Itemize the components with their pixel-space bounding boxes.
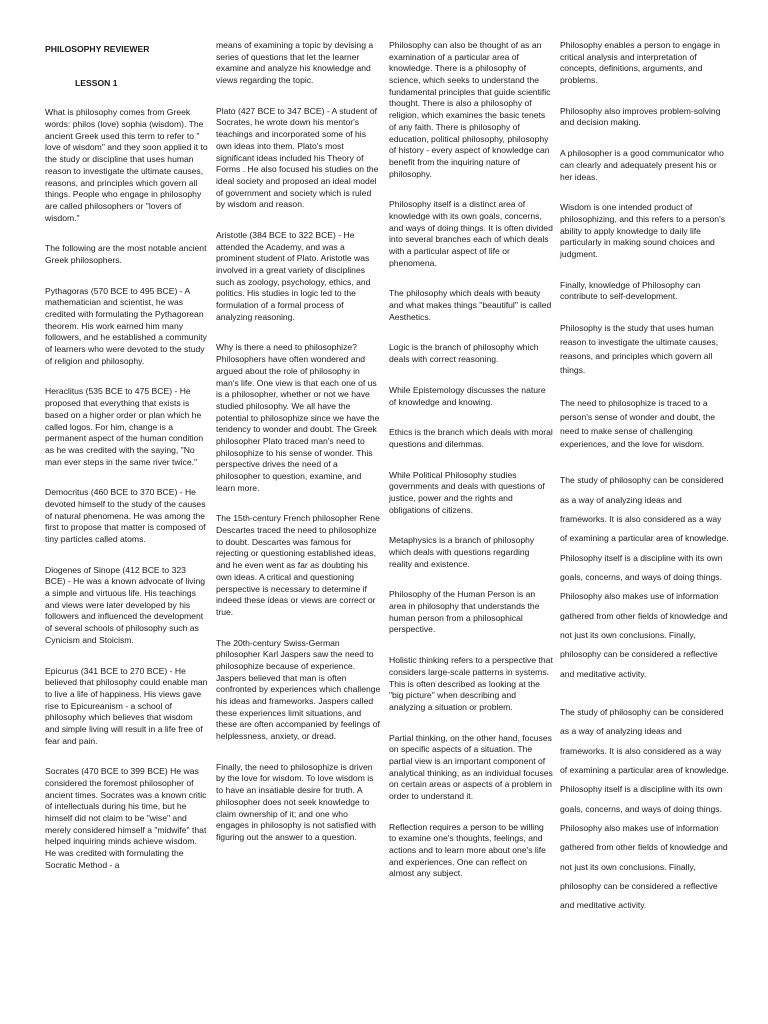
column-1 [45,40,208,891]
paragraph: means of examining a topic by devising a series of questions that let the learner examine and analyze his knowledge and views regarding the topic. [216,40,374,86]
paragraph: Aristotle (384 BCE to 322 BCE) - He attended the Academy, and was a prominent student of Plato. Aristotle was involved in a great variety of disciplines such as zoology, psychology, ethics, and politics. His studies in logic led to the formulation of a formal process of analyzing reasoning. [216,229,371,322]
lesson-heading: LESSON 1 [75,77,118,88]
paragraph: While Epistemology discusses the nature of knowledge and knowing. [389,384,546,407]
paragraph: Diogenes of Sinope (412 BCE to 323 BCE) - He was a known advocate of living a simple and virtuous life. His teachings and views were later developed by his followers and influenced the development of several schools of philosophy such as Cynicism and Stoicism. [45,564,206,645]
paragraph: Logic is the branch of philosophy which deals with correct reasoning. [389,342,539,365]
paragraph: Partial thinking, on the other hand, focuses on specific aspects of a situation. The partial view is an important component of analytical thinking, as an individual focuses on certain areas or aspects of a problem in order to understand it. [389,732,553,801]
paragraph: The study of philosophy can be considered as a way of analyzing ideas and frameworks. It is also considered as a way of examining a particular area of knowledge. Philosophy itself is a discipline with its own goals, concerns, and ways of doing things. Philosophy also makes use of information gathered from other fields of knowledge and not just its own conclusions. Finally, philosophy can be considered a reflective and meditative activity. [560,475,729,679]
column-4 [560,40,730,935]
paragraph: Epicurus (341 BCE to 270 BCE) - He believed that philosophy could enable man to live a life of happiness. His views gave rise to Epicureanism - a school of philosophy which believes that wisdom and simple living will result in a life free of fear and pain. [45,665,208,746]
document-page [40,40,744,1010]
paragraph: Plato (427 BCE to 347 BCE) - A student of Socrates, he wrote down his mentor's teachings and incorporated some of his own ideas into them. Plato's most significant ideas included his Theory of Forms . He also focused his studies on the ideal society and proposed an ideal model of government and society which is ruled by wisdom and reason. [216,105,379,210]
paragraph: The study of philosophy can be considered as a way of analyzing ideas and frameworks. It is also considered as a way of examining a particular area of knowledge. Philosophy itself is a discipline with its own goals, concerns, and ways of doing things. Philosophy also makes use of information gathered from other fields of knowledge and not just its own conclusions. Finally, philosophy can be considered a reflective and meditative activity. [560,706,729,911]
paragraph: The 15th-century French philosopher Rene Descartes traced the need to philosophize to doubt. Descartes was famous for rejecting or questioning established ideas, and he even went as far as doubting his own ideas. A critical and questioning perspective is necessary to determine if indeed these ideas or views are correct or true. [216,513,380,617]
column-3 [389,40,553,899]
paragraph: The following are the most notable ancient Greek philosophers. [45,243,207,265]
paragraph: Wisdom is one intended product of philosophizing, and this refers to a person's ability to apply knowledge to daily life particularly in making sound choices and judgment. [560,202,726,259]
paragraph: Finally, knowledge of Philosophy can contribute to self-development. [560,279,701,302]
paragraph: Metaphysics is a branch of philosophy which deals with questions regarding reality and existence. [389,535,535,569]
document-title: PHILOSOPHY REVIEWER [45,44,150,54]
paragraph: Democritus (460 BCE to 370 BCE) - He devoted himself to the study of the causes of natural phenomena. He was among the first to propose that matter is composed of tiny particles called atoms. [45,487,206,544]
paragraph: Philosophy of the Human Person is an area in philosophy that understands the human person from a philosophical perspective. [389,589,540,635]
paragraph: The 20th-century Swiss-German philosopher Karl Jaspers saw the need to philosophize because of experience. Jaspers believed that man is often confronted by experiences which challenge his ideas and frameworks. Jaspers called these experiences limit situations, and these are often accompanied by feelings of helplessness, anxiety, or dread. [216,637,381,742]
paragraph: Philosophy is the study that uses human reason to investigate the ultimate causes, reasons, and principles which govern all things. [560,323,719,375]
paragraph: Philosophy itself is a distinct area of knowledge with its own goals, concerns, and ways of doing things. It is often divided into several branches each of which deals with a particular aspect of life or phenomena. [389,199,553,268]
paragraph: Ethics is the branch which deals with moral questions and dilemmas. [389,427,553,449]
paragraph: The need to philosophize is traced to a person's sense of wonder and doubt, the need to make sense of challenging experiences, and the love for wisdom. [560,397,716,450]
paragraph: Pythagoras (570 BCE to 495 BCE) - A mathematician and scientist, he was credited with formulating the Pythagorean theorem. His work earned him many followers, and he established a community of learners who were devoted to the study of religion and philosophy. [45,285,207,366]
paragraph: Philosophy also improves problem-solving and decision making. [560,105,721,128]
paragraph: Why is there a need to philosophize? Philosophers have often wondered and argued about the role of philosophy in man's life. One view is that each one of us is a philosopher, whether or not we have studied philosophy. We all have the potential to philosophize since we have the tendency to wonder and doubt. The Greek philosopher Plato traced man's need to philosophize to his sense of wonder. This perspective drives the need of a philosopher to question, examine, and learn more. [216,342,380,493]
paragraph: Finally, the need to philosophize is driven by the love for wisdom. To love wisdom is to have an insatiable desire for truth. A philosopher does not seek knowledge to claim ownership of it; and one who engages in philosophy is not satisfied with figuring out the answer to a question. [216,761,377,842]
paragraph: Socrates (470 BCE to 399 BCE) He was considered the foremost philosopher of ancient times. Socrates was a known critic of intellectuals during his time, but he himself did not claim to be "wise" and merely considered himself a "midwife" that helped inquiring minds achieve wisdom. He was credited with formulating the Socratic Method - a [45,766,207,870]
paragraph: While Political Philosophy studies governments and deals with questions of justice, power and the rights and obligations of citizens. [389,469,545,515]
paragraph: Philosophy can also be thought of as an examination of a particular area of knowledge. There is a philosophy of science, which seeks to understand the fundamental principles that guide scientific thought. There is also a philosophy of religion, which examines the basic tenets of any faith. There is philosophy of education, political philosophy, philosophy of history - every aspect of knowledge can benefit from the inquiring nature of philosophy. [389,40,551,179]
column-2 [216,40,382,863]
paragraph: A philosopher is a good communicator who can clearly and adequately present his or her ideas. [560,148,724,182]
paragraph: What is philosophy comes from Greek words: philos (love) sophia (wisdom). The ancient Greek used this term to refer to " love of wisdom" and they soon applied it to the study or discipline that uses human reason to investigate the ultimate causes, reasons, and principles which govern all things. People who engage in philosophy are called philosophers or "lovers of wisdom." [45,107,208,223]
paragraph: Holistic thinking refers to a perspective that considers large-scale patterns in systems. This is often described as looking at the "big picture" when describing and analyzing a situation or problem. [389,655,553,712]
paragraph: The philosophy which deals with beauty and what makes things "beautiful" is called Aesthetics. [389,288,552,322]
paragraph: Reflection requires a person to be willing to examine one's thoughts, feelings, and actions and to learn more about one's life and experiences. One can reflect on almost any subject. [389,821,546,879]
paragraph: Philosophy enables a person to engage in critical analysis and interpretation of concepts, definitions, arguments, and problems. [560,40,721,86]
paragraph: Heraclitus (535 BCE to 475 BCE) - He proposed that everything that exists is based on a higher order or plan which he called logos. For him, change is a permanent aspect of the human condition as he was credited with the saying, "No man ever steps in the same river twice." [45,386,204,467]
